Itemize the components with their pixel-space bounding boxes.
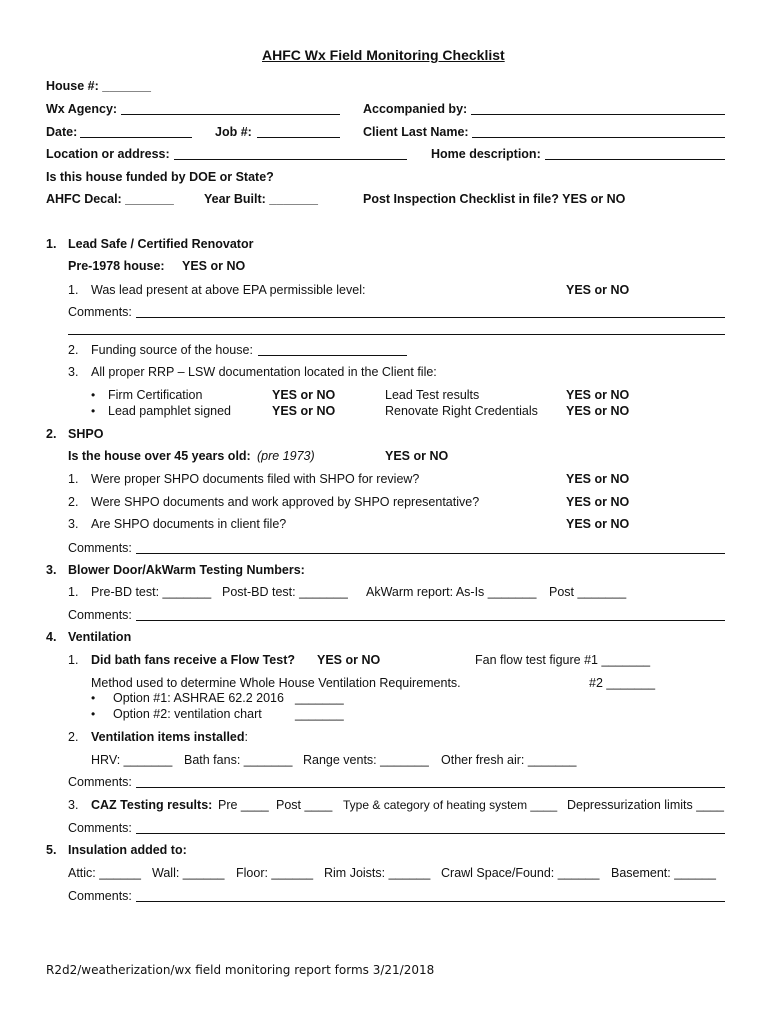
- s5-comments-label: Comments:: [68, 889, 132, 903]
- bullet-icon: •: [91, 388, 96, 402]
- bullet-icon: •: [91, 707, 96, 721]
- s4-q2-line: [91, 729, 248, 745]
- s2-comments-label: Comments:: [68, 541, 132, 555]
- lead-pamphlet-label: Lead pamphlet signed: [108, 404, 232, 418]
- home-description-line[interactable]: [545, 159, 725, 160]
- s2-q1-answer[interactable]: YES or NO: [566, 472, 630, 486]
- client-last-name-label: Client Last Name:: [363, 125, 469, 139]
- bullet-icon: •: [91, 691, 96, 705]
- pre1978-answer[interactable]: YES or NO: [182, 259, 246, 273]
- s1-comments-line[interactable]: [136, 317, 725, 318]
- s2-q2-answer[interactable]: YES or NO: [566, 495, 630, 509]
- pre-bd-field[interactable]: Pre-BD test: _______: [91, 585, 212, 599]
- s2-comments-line[interactable]: [136, 553, 725, 554]
- fan-flow-1-field[interactable]: Fan flow test figure #1 _______: [475, 653, 651, 667]
- basement-field[interactable]: Basement: ______: [611, 866, 716, 880]
- crawl-space-field[interactable]: Crawl Space/Found: ______: [441, 866, 600, 880]
- s4-q1-number: 1.: [68, 653, 79, 667]
- section-1-title: Lead Safe / Certified Renovator: [68, 237, 254, 251]
- akwarm-post-field[interactable]: Post _______: [549, 585, 627, 599]
- hrv-field[interactable]: HRV: _______: [91, 753, 173, 767]
- ahfc-decal-field[interactable]: AHFC Decal: _______: [46, 192, 174, 206]
- section-2-number: 2.: [46, 427, 57, 441]
- bath-fans-field[interactable]: Bath fans: _______: [184, 753, 293, 767]
- lead-test-results-label: Lead Test results: [385, 388, 480, 402]
- s4-q2-text: Ventilation items installed: [91, 730, 245, 744]
- attic-field[interactable]: Attic: ______: [68, 866, 141, 880]
- range-vents-field[interactable]: Range vents: _______: [303, 753, 429, 767]
- home-description-label: Home description:: [431, 147, 541, 161]
- s2-q2-number: 2.: [68, 495, 79, 509]
- option-2-label: Option #2: ventilation chart: [113, 707, 262, 721]
- option-2-blank[interactable]: _______: [295, 707, 344, 721]
- renovate-right-answer[interactable]: YES or NO: [566, 404, 630, 418]
- client-last-name-line[interactable]: [472, 137, 725, 138]
- job-number-label: Job #:: [215, 125, 252, 139]
- s1-q1-answer[interactable]: YES or NO: [566, 283, 630, 297]
- depressurization-field[interactable]: Depressurization limits ____: [567, 798, 725, 812]
- bullet-icon: •: [91, 404, 96, 418]
- post-bd-field[interactable]: Post-BD test: _______: [222, 585, 348, 599]
- firm-certification-answer[interactable]: YES or NO: [272, 388, 336, 402]
- wx-agency-label: Wx Agency:: [46, 102, 118, 116]
- s1-q2-text: Funding source of the house:: [91, 343, 253, 357]
- s1-comments-line-2[interactable]: [68, 334, 725, 335]
- s3-comments-label: Comments:: [68, 608, 132, 622]
- house-age-note: (pre 1973): [257, 449, 315, 463]
- accompanied-by-label: Accompanied by:: [363, 102, 468, 116]
- year-built-field[interactable]: Year Built: _______: [204, 192, 318, 206]
- house-age-answer[interactable]: YES or NO: [385, 449, 449, 463]
- s1-comments-label: Comments:: [68, 305, 132, 319]
- job-number-line[interactable]: [257, 137, 340, 138]
- s4-comments-2-label: Comments:: [68, 821, 132, 835]
- pre1978-label: Pre-1978 house:: [68, 259, 165, 273]
- s2-q3-answer[interactable]: YES or NO: [566, 517, 630, 531]
- lead-pamphlet-answer[interactable]: YES or NO: [272, 404, 336, 418]
- s1-q1-number: 1.: [68, 283, 79, 297]
- house-number-field[interactable]: House #: _______: [46, 79, 151, 93]
- s4-q3-number: 3.: [68, 798, 79, 812]
- renovate-right-label: Renovate Right Credentials: [385, 404, 538, 418]
- section-3-number: 3.: [46, 563, 57, 577]
- caz-post-field[interactable]: Post ____: [276, 798, 333, 812]
- rim-joists-field[interactable]: Rim Joists: ______: [324, 866, 431, 880]
- date-line[interactable]: [80, 137, 192, 138]
- method-text: Method used to determine Whole House Ventilation Requirements.: [91, 676, 461, 690]
- section-5-title: Insulation added to:: [68, 843, 187, 857]
- date-label: Date:: [46, 125, 78, 139]
- s2-q3-text: Are SHPO documents in client file?: [91, 517, 287, 531]
- caz-label: CAZ Testing results:: [91, 798, 213, 812]
- location-line[interactable]: [174, 159, 407, 160]
- other-fresh-air-field[interactable]: Other fresh air: _______: [441, 753, 577, 767]
- s2-q1-number: 1.: [68, 472, 79, 486]
- section-4-title: Ventilation: [68, 630, 132, 644]
- funded-question: Is this house funded by DOE or State?: [46, 170, 274, 184]
- page-title: AHFC Wx Field Monitoring Checklist: [262, 47, 505, 63]
- s1-q1-text: Was lead present at above EPA permissible level:: [91, 283, 366, 297]
- caz-pre-field[interactable]: Pre ____: [218, 798, 269, 812]
- s4-q1-answer[interactable]: YES or NO: [317, 653, 381, 667]
- section-1-number: 1.: [46, 237, 57, 251]
- funding-source-line[interactable]: [258, 355, 407, 356]
- accompanied-by-line[interactable]: [471, 114, 725, 115]
- s1-q3-number: 3.: [68, 365, 79, 379]
- lead-test-results-answer[interactable]: YES or NO: [566, 388, 630, 402]
- option-1-label: Option #1: ASHRAE 62.2 2016: [113, 691, 284, 705]
- wx-agency-line[interactable]: [121, 114, 340, 115]
- s3-q1-number: 1.: [68, 585, 79, 599]
- wall-field[interactable]: Wall: ______: [152, 866, 225, 880]
- s3-comments-line[interactable]: [136, 620, 725, 621]
- s1-q2-number: 2.: [68, 343, 79, 357]
- post-inspection-question[interactable]: Post Inspection Checklist in file? YES or NO: [363, 192, 626, 206]
- heating-type-field[interactable]: Type & category of heating system ____: [343, 798, 558, 812]
- s4-comments-2-line[interactable]: [136, 833, 725, 834]
- s4-q2-colon: :: [244, 730, 248, 744]
- s5-comments-line[interactable]: [136, 901, 725, 902]
- section-5-number: 5.: [46, 843, 57, 857]
- option-1-blank[interactable]: _______: [295, 691, 344, 705]
- section-2-title: SHPO: [68, 427, 104, 441]
- s4-q2-number: 2.: [68, 730, 79, 744]
- akwarm-asis-field[interactable]: AkWarm report: As-Is _______: [366, 585, 537, 599]
- s2-q1-text: Were proper SHPO documents filed with SHPO for review?: [91, 472, 420, 486]
- location-label: Location or address:: [46, 147, 170, 161]
- house-age-question: Is the house over 45 years old:: [68, 449, 251, 463]
- s2-q3-number: 3.: [68, 517, 79, 531]
- s4-q1-text: Did bath fans receive a Flow Test?: [91, 653, 295, 667]
- firm-certification-label: Firm Certification: [108, 388, 203, 402]
- section-3-title: Blower Door/AkWarm Testing Numbers:: [68, 563, 305, 577]
- s2-q2-text: Were SHPO documents and work approved by SHPO representative?: [91, 495, 480, 509]
- footer-text: R2d2/weatherization/wx field monitoring report forms 3/21/2018: [46, 963, 435, 977]
- floor-field[interactable]: Floor: ______: [236, 866, 314, 880]
- s1-q3-text: All proper RRP – LSW documentation located in the Client file:: [91, 365, 437, 379]
- section-4-number: 4.: [46, 630, 57, 644]
- fan-flow-2-field[interactable]: #2 _______: [589, 676, 656, 690]
- s4-comments-label: Comments:: [68, 775, 132, 789]
- s4-comments-line[interactable]: [136, 787, 725, 788]
